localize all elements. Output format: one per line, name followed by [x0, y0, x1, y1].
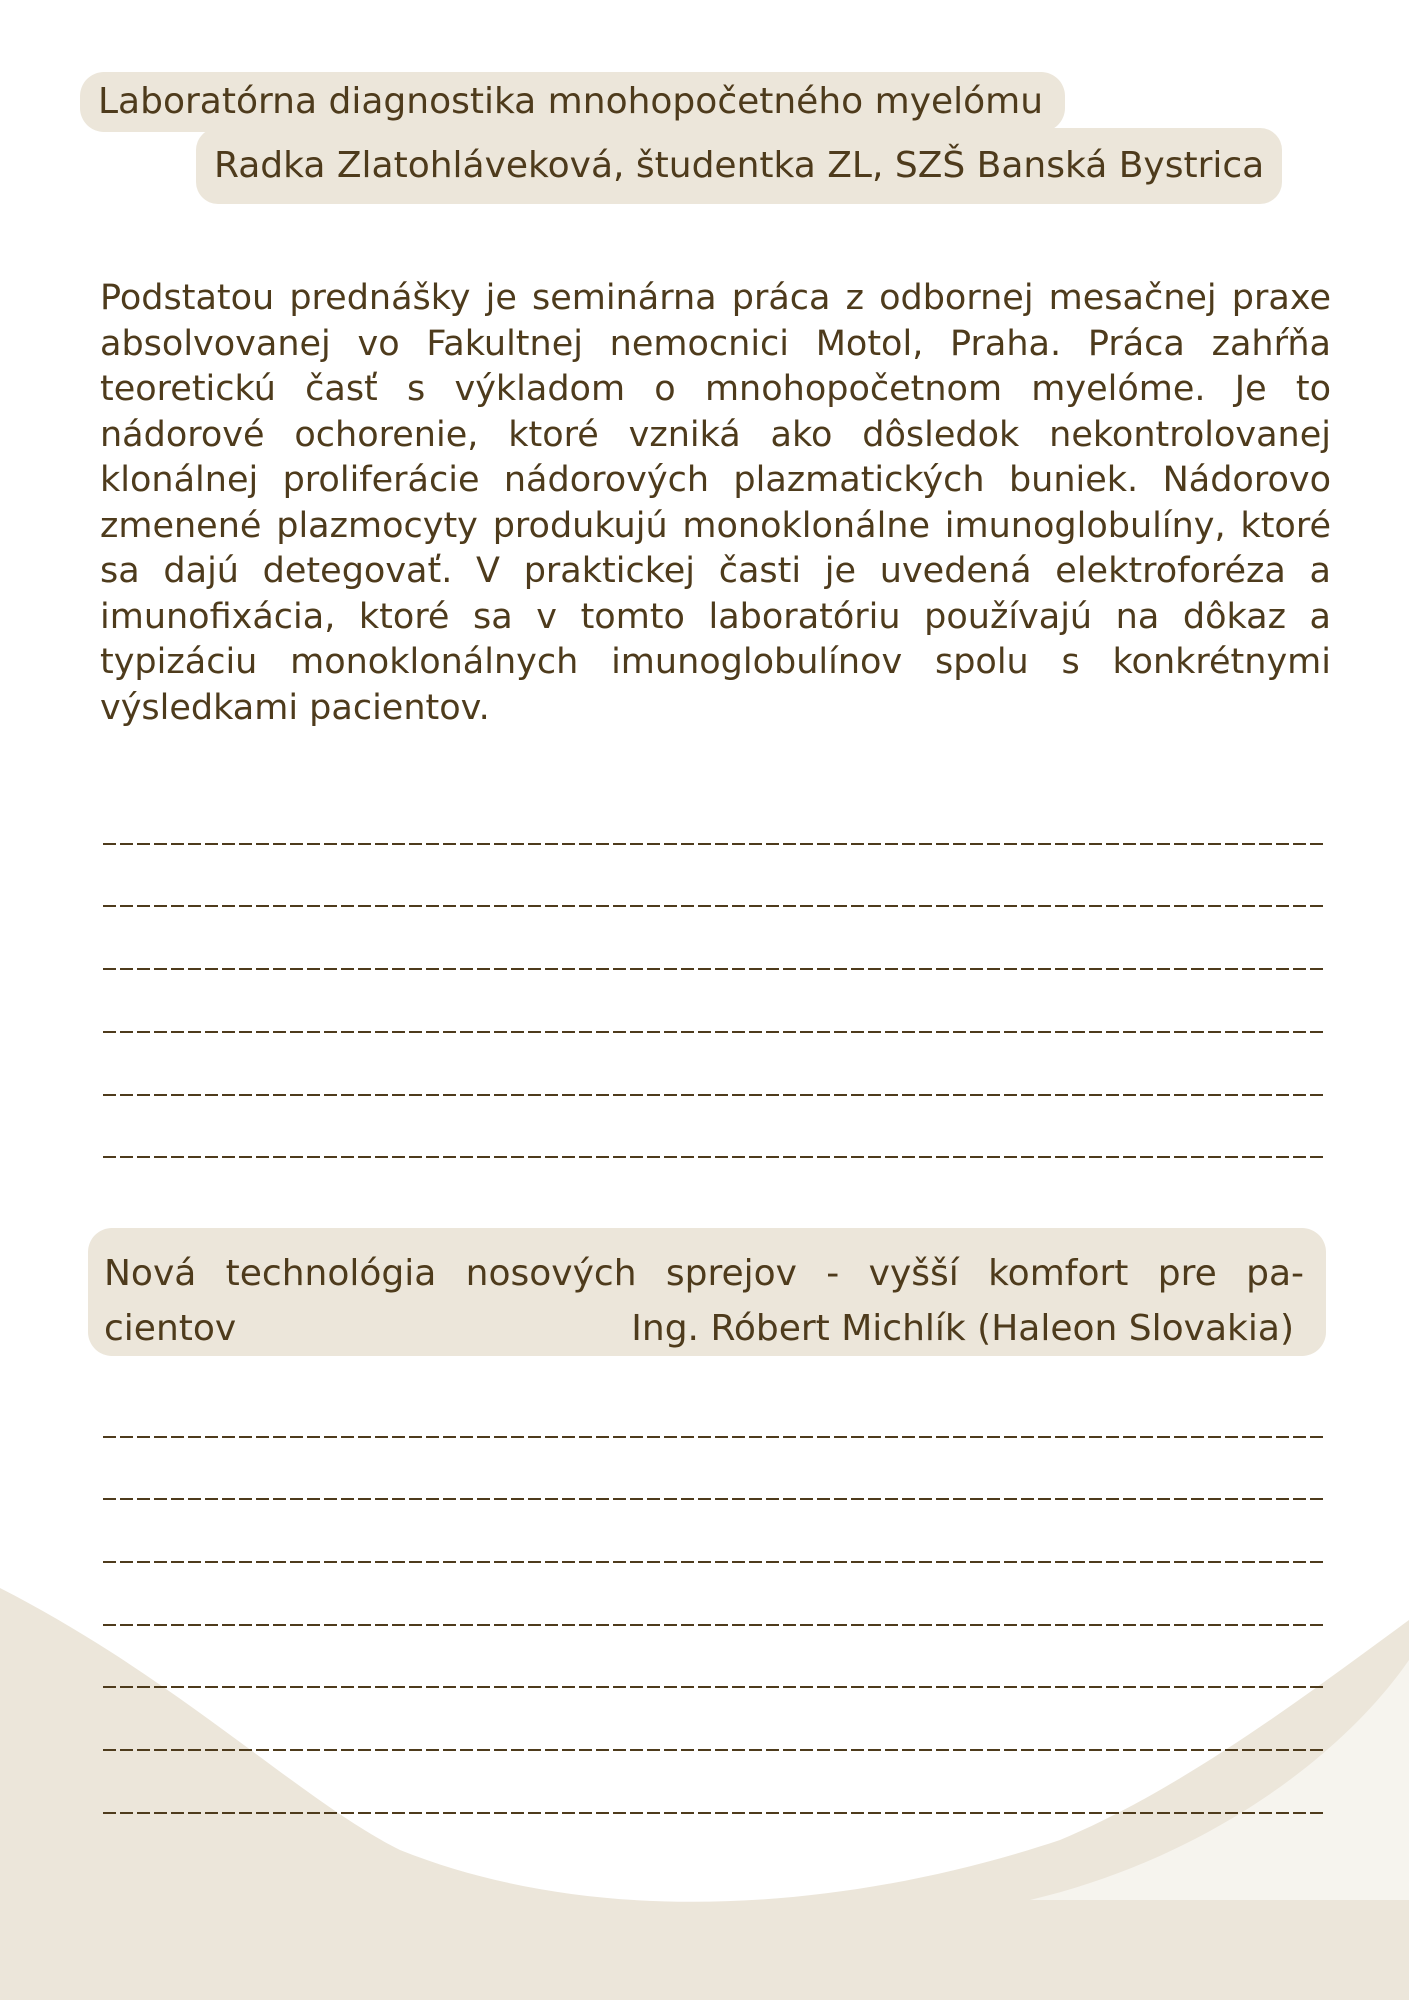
talk1-speaker-pill	[196, 128, 1282, 204]
note-line	[103, 1686, 1323, 1688]
note-line	[103, 1812, 1323, 1814]
talk1-title: Laboratórna diagnostika mnohopočetného myelómu	[98, 81, 1044, 122]
talk2-title-continuation: cientov	[104, 1308, 237, 1349]
talk2-speaker: Ing. Róbert Michlík (Haleon Slovakia)	[631, 1308, 1294, 1349]
note-line	[103, 1156, 1323, 1158]
talk2-title-continuation-row	[104, 1301, 1294, 1356]
note-line	[103, 968, 1323, 970]
note-line	[103, 1094, 1323, 1096]
note-line	[103, 905, 1323, 907]
note-line	[103, 843, 1323, 845]
talk1-title-pill	[80, 72, 1065, 132]
note-line	[103, 1498, 1323, 1500]
note-line	[103, 1031, 1323, 1033]
note-line	[103, 1561, 1323, 1563]
talk2-title: Nová technológia nosových sprejov - vyšší komfort pre pa-	[104, 1253, 1304, 1294]
talk2-header-box	[88, 1228, 1326, 1356]
note-line	[103, 1749, 1323, 1751]
note-line	[103, 1436, 1323, 1438]
note-line	[103, 1624, 1323, 1626]
talk1-speaker: Radka Zlatohláveková, študentka ZL, SZŠ Banská Bystrica	[214, 145, 1265, 186]
talk1-abstract: Podstatou prednášky je seminárna práca z odbornej mesačnej praxe absolvovanej vo Fakultnej nemocnici Motol, Praha. Práca zahŕňa teoretickú časť s výkladom o mnohopočetnom myelóme. Je to nádorové ochorenie, ktoré vzniká ako dôsledok nekontrolovanej klonálnej proliferácie nádorových plazmatických buniek. Nádorovo zmenené plazmocyty produkujú monoklonálne imunoglobulíny, ktoré sa dajú detegovať. V praktickej časti je uvedená elektroforéza a imunofixácia, ktoré sa v tomto laboratóriu používajú na dôkaz a typizáciu monoklonálnych imunoglobulínov spolu s konkrétnymi výsledkami pacientov.	[100, 278, 1331, 728]
